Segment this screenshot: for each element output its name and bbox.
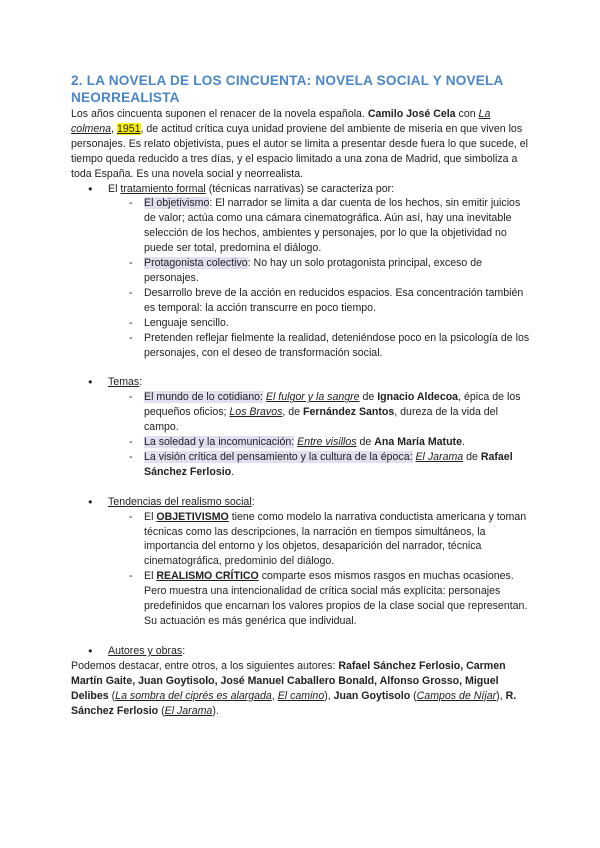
tratamiento-list — [71, 182, 531, 197]
item-text: , dureza de la vida del campo. — [144, 406, 498, 434]
temas-list — [71, 375, 531, 390]
item-text: El — [144, 570, 157, 583]
intro-text: Los años cincuenta suponen el renacer de la novela española. — [71, 108, 368, 120]
sublist-item — [71, 510, 531, 570]
spacer — [71, 629, 531, 644]
intro-work-title: La colmena — [71, 108, 491, 135]
item-text: Lenguaje sencillo. — [144, 316, 229, 329]
item-text: . — [231, 465, 235, 478]
item-highlight: El mundo de lo cotidiano: — [144, 391, 263, 404]
sublist-item — [71, 286, 531, 316]
item-text: El — [108, 182, 121, 195]
sublist-item — [71, 256, 531, 286]
item-text: tiene como modelo la narrativa conductista americana y toman técnicas como las descripciones, la narración en tiempos simultáneos, la importancia del entorno y los objetos, desaparición del narrador, técnica cinematográfica, predominio del diálogo. — [144, 510, 527, 568]
spacer — [71, 360, 531, 375]
item-text: Podemos destacar, entre otros, a los siguientes autores: — [71, 659, 339, 672]
tendencias-sublist — [71, 510, 531, 629]
item-text: ), — [496, 689, 506, 702]
sublist-item — [71, 316, 531, 331]
item-text: , de — [282, 406, 304, 419]
item-text: ( — [158, 704, 165, 717]
author-names: Rafael Sánchez Ferlosio, Carmen Martín Gaite, Juan Goytisolo, José Manuel Caballero Bonald, Alfonso Grosso, Miguel Delibes — [71, 659, 506, 702]
intro-text: , — [111, 122, 117, 135]
list-item-autores — [71, 644, 531, 659]
item-text: ). — [212, 704, 219, 717]
item-highlight: La soledad y la incomunicación: — [144, 436, 295, 449]
item-text: Pretenden reflejar fielmente la realidad, deteniéndose poco en la psicología de los personajes, con el deseo de transformación social. — [144, 331, 530, 359]
intro-author: Camilo José Cela — [367, 108, 456, 120]
item-text: , — [271, 689, 278, 702]
tratamiento-label: tratamiento formal — [120, 182, 206, 195]
sublist-item — [71, 435, 531, 450]
item-text: de — [356, 436, 375, 449]
item-text: Desarrollo breve de la acción en reducidos espacios. Esa concentración también es temporal: la acción transcurre en poco tiempo. — [144, 286, 524, 314]
temas-sublist — [71, 390, 531, 479]
intro-text: , de actitud crítica cuya unidad proviene del ambiente de miseria en que viven los personajes. Es relato objetivista, pues el autor se limita a presentar desde fuera lo que sucede, el tiempo queda reducido a tres días, y el espacio limitado a una zona de Madrid, que simboliza a toda España. Es una novela social y neorrealista. — [71, 122, 528, 180]
item-text: El — [144, 510, 157, 523]
list-item-tratamiento — [71, 182, 531, 197]
item-highlight: El objetivismo — [144, 197, 210, 210]
autores-label: Autores y obras — [108, 644, 183, 657]
key-term: OBJETIVISMO — [156, 510, 229, 523]
item-text: de — [463, 450, 481, 463]
work-title: La sombra del ciprés es alargada — [115, 689, 272, 702]
item-highlight: Protagonista colectivo — [144, 257, 248, 270]
list-item-temas — [71, 375, 531, 390]
tendencias-label: Tendencias del realismo social — [108, 495, 252, 508]
work-title: Los Bravos — [229, 406, 283, 419]
item-text: ), — [324, 689, 334, 702]
item-text: ( — [108, 689, 116, 702]
intro-paragraph — [71, 107, 531, 182]
item-text: : El narrador se limita a dar cuenta de los hechos, sin emitir juicios de valor; actúa como una cámara cinematográfica. Aún así, hay una inevitable selección de los hechos, ambientes y personajes, por lo que la objetividad no puede ser total, predomina el diálogo. — [144, 197, 521, 255]
sublist-item — [71, 196, 531, 256]
item-highlight: La visión crítica del pensamiento y la cultura de la época: — [144, 450, 413, 463]
work-title: El camino — [277, 689, 325, 702]
item-text: de — [359, 391, 378, 404]
temas-label: Temas — [108, 376, 140, 389]
author-name: Ana María Matute — [374, 436, 462, 449]
tratamiento-sublist — [71, 196, 531, 360]
autores-list — [71, 644, 531, 659]
work-title: El Jarama — [164, 704, 213, 717]
list-item-tendencias — [71, 495, 531, 510]
author-name: Fernández Santos — [303, 406, 395, 419]
item-text: : No hay un solo protagonista principal, exceso de personajes. — [144, 257, 483, 284]
item-text: (técnicas narrativas) se caracteriza por: — [205, 182, 395, 195]
item-text: comparte esos mismos rasgos en muchas ocasiones. Pero muestra una intencionalidad de crítica social más explícita: personajes predefinidos que encarnan los valores propios de la clase social que representan. Su actuación es más genérica que individual. — [144, 570, 528, 627]
work-title: El fulgor y la sangre — [265, 391, 360, 404]
intro-year: 1951 — [116, 122, 141, 135]
author-name: Juan Goytisolo — [333, 689, 411, 702]
item-text: . — [461, 436, 465, 449]
intro-text: con — [455, 108, 479, 120]
key-term: REALISMO CRÍTICO — [156, 570, 259, 583]
item-text: , épica de los pequeños oficios; — [144, 391, 521, 419]
autores-paragraph — [71, 659, 531, 719]
tendencias-list — [71, 495, 531, 510]
item-text: ( — [410, 689, 417, 702]
item-text: : — [139, 376, 143, 389]
author-name: R. Sánchez Ferlosio — [71, 689, 517, 717]
section-heading: 2. LA NOVELA DE LOS CINCUENTA: NOVELA SOCIAL Y NOVELA NEORREALISTA — [71, 73, 504, 105]
sublist-item — [71, 390, 531, 435]
work-title: Campos de Níjar — [416, 689, 497, 702]
item-text: : — [251, 495, 255, 508]
sublist-item — [71, 331, 531, 361]
author-name: Ignacio Aldecoa — [377, 391, 459, 404]
spacer — [71, 480, 531, 495]
item-text: : — [182, 644, 186, 657]
author-name: Rafael Sánchez Ferlosio — [144, 450, 513, 478]
work-title: Entre visillos — [297, 436, 357, 449]
sublist-item — [71, 450, 531, 480]
document-content — [71, 72, 531, 718]
sublist-item — [71, 569, 531, 629]
work-title: El Jarama — [415, 450, 464, 463]
